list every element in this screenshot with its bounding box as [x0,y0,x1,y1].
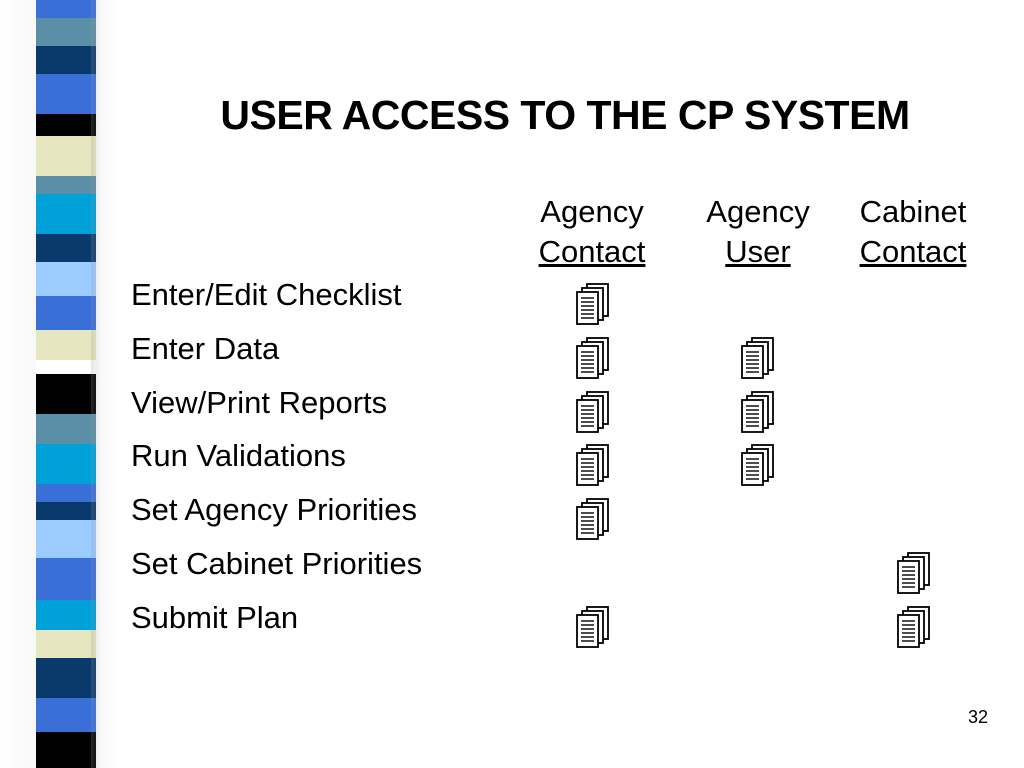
decorative-stripe [36,558,96,600]
decorative-stripe [36,176,96,194]
decorative-stripe [36,114,96,136]
stacked-documents-icon [575,606,611,650]
decorative-stripe [36,330,96,360]
decorative-stripe [36,484,96,502]
decorative-stripe [36,414,96,444]
column-header-line1: Agency [540,194,644,229]
decorative-stripe [36,732,96,768]
stacked-documents-icon [740,337,776,381]
column-header-line2: User [725,234,791,269]
decorative-stripe [36,234,96,262]
decorative-stripe [36,698,96,732]
decorative-stripe [36,360,96,374]
column-header-line2: Contact [859,234,967,269]
decorative-stripe [36,18,96,46]
decorative-stripe [36,374,96,414]
stacked-documents-icon [575,283,611,327]
decorative-stripe [36,136,96,176]
stacked-documents-icon [740,444,776,488]
column-header-agency-user [688,192,828,272]
row-label-submit-plan: Submit Plan [131,600,299,635]
row-label-set-cabinet-priorities: Set Cabinet Priorities [131,546,423,581]
stacked-documents-icon [575,391,611,435]
page-number: 32 [967,707,988,727]
stacked-documents-icon [896,606,932,650]
striped-decoration-bar [36,0,96,768]
decorative-stripe [36,502,96,520]
decorative-stripe [36,658,96,698]
decorative-stripe [36,74,96,114]
column-header-cabinet-contact [843,192,983,272]
column-header-line1: Cabinet [859,194,967,229]
row-label-enter-data: Enter Data [131,331,280,366]
row-label-enter-edit-checklist: Enter/Edit Checklist [131,277,402,312]
decorative-stripe [36,46,96,74]
stacked-documents-icon [575,444,611,488]
column-header-agency-contact [522,192,662,272]
column-header-line2: Contact [538,234,646,269]
decorative-stripe [36,520,96,558]
decorative-stripe [36,194,96,234]
decorative-stripe [36,262,96,296]
decorative-stripe [36,0,96,18]
stacked-documents-icon [575,498,611,542]
row-label-run-validations: Run Validations [131,438,346,473]
decorative-stripe [36,600,96,630]
stacked-documents-icon [740,391,776,435]
slide-title: USER ACCESS TO THE CP SYSTEM [220,92,910,138]
stacked-documents-icon [575,337,611,381]
decorative-stripe [36,296,96,330]
row-label-set-agency-priorities: Set Agency Priorities [131,492,418,527]
column-header-line1: Agency [706,194,810,229]
stripe-shadow [91,0,101,768]
row-label-view-print-reports: View/Print Reports [131,385,388,420]
decorative-stripe [36,630,96,658]
decorative-stripe [36,444,96,484]
stacked-documents-icon [896,552,932,596]
